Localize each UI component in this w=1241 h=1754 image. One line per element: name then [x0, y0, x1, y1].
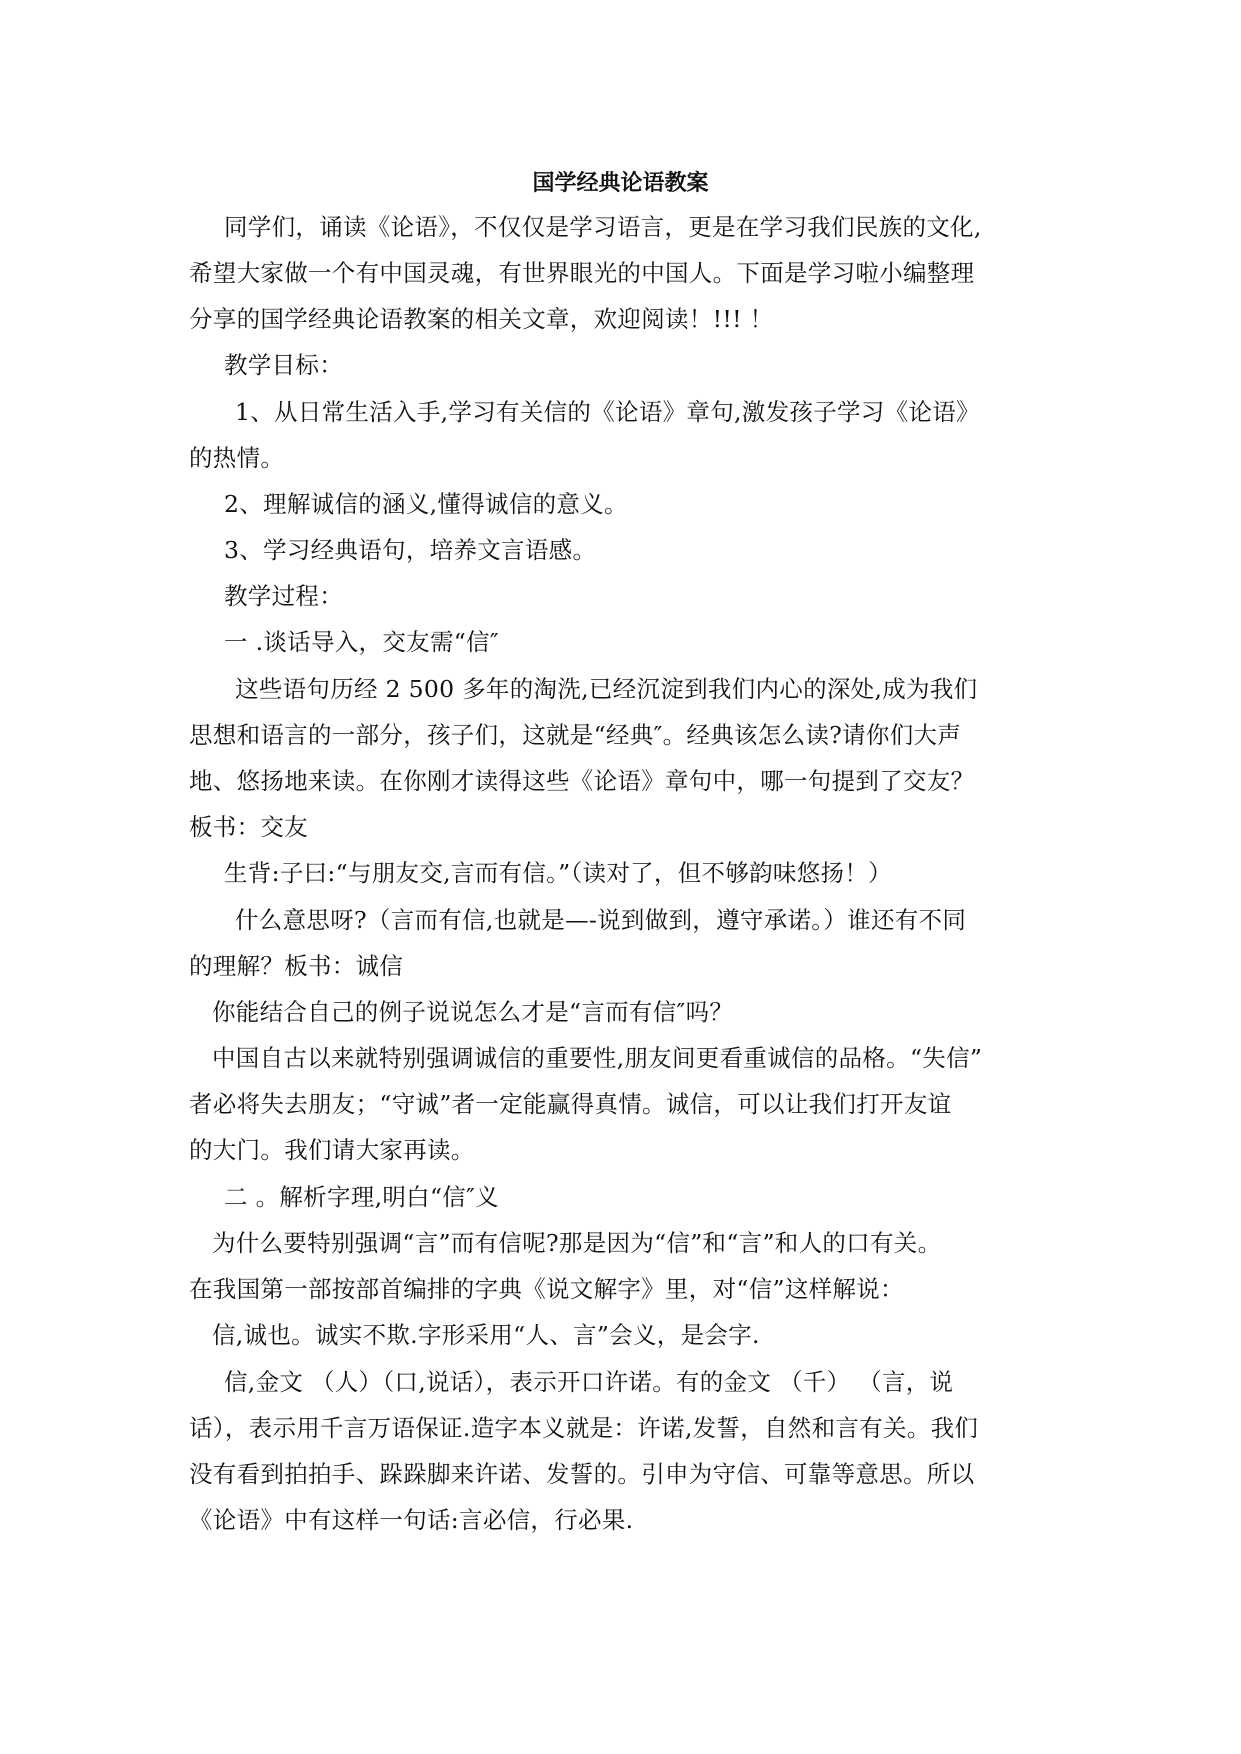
paragraph-line: 生背:子曰:“与朋友交,言而有信。”（读对了，但不够韵味悠扬！）	[224, 859, 892, 887]
paragraph-line: 板书：交友	[189, 813, 308, 841]
paragraph-line: 信,诚也。诚实不欺.字形采用“人、言”会义，是会字.	[212, 1321, 760, 1349]
paragraph-line: 信,金文 （人）（口,说话），表示开口许诺。有的金文 （千） （言，说	[224, 1368, 954, 1396]
paragraph-line: 者必将失去朋友；“守诚”者一定能赢得真情。诚信，可以让我们打开友谊	[189, 1090, 952, 1118]
paragraph-line: 思想和语言的一部分，孩子们，这就是“经典″。经典该怎么读?请你们大声	[189, 721, 962, 749]
list-item: 1、从日常生活入手,学习有关信的《论语》章句,激发孩子学习《论语》	[235, 398, 980, 426]
list-item: 3、学习经典语句，培养文言语感。	[224, 536, 597, 564]
paragraph-line: 为什么要特别强调“言”而有信呢?那是因为“信”和“言”和人的口有关。	[212, 1229, 942, 1257]
paragraph-line: 的理解？板书：诚信	[189, 952, 404, 980]
page-title: 国学经典论语教案	[532, 170, 709, 196]
paragraph-line: 你能结合自己的例子说说怎么才是“言而有信″吗？	[212, 998, 734, 1026]
paragraph-line: 在我国第一部按部首编排的字典《说文解字》里，对“信”这样解说：	[189, 1275, 904, 1303]
paragraph-line: 中国自古以来就特别强调诚信的重要性,朋友间更看重诚信的品格。“失信”	[212, 1044, 983, 1072]
paragraph-line: 同学们，诵读《论语》，不仅仅是学习语言，更是在学习我们民族的文化,	[224, 213, 982, 241]
paragraph-line: 《论语》中有这样一句话:言必信，行必果.	[189, 1506, 634, 1534]
section-heading: 二 。解析字理,明白“信″义	[224, 1183, 499, 1211]
paragraph-line: 分享的国学经典论语教案的相关文章，欢迎阅读！!!! ！	[189, 305, 774, 333]
paragraph-line: 地、悠扬地来读。在你刚才读得这些《论语》章句中，哪一句提到了交友？	[189, 767, 975, 795]
paragraph-line: 的大门。我们请大家再读。	[189, 1136, 475, 1164]
section-heading: 教学过程：	[224, 582, 343, 610]
paragraph-line: 这些语句历经 2 500 多年的淘洗,已经沉淀到我们内心的深处,成为我们	[235, 675, 978, 703]
paragraph-line: 没有看到拍拍手、跺跺脚来许诺、发誓的。引申为守信、可靠等意思。所以	[189, 1460, 975, 1488]
section-heading: 教学目标：	[224, 351, 343, 379]
section-heading: 一 .谈话导入，交友需“信″	[224, 628, 499, 656]
list-item: 的热情。	[189, 444, 285, 472]
list-item: 2、理解诚信的涵义,懂得诚信的意义。	[224, 490, 628, 518]
paragraph-line: 什么意思呀?（言而有信,也就是—-说到做到，遵守承诺。）谁还有不同	[235, 906, 967, 934]
paragraph-line: 话），表示用千言万语保证.造字本义就是：许诺,发誓，自然和言有关。我们	[189, 1414, 979, 1442]
paragraph-line: 希望大家做一个有中国灵魂，有世界眼光的中国人。下面是学习啦小编整理	[189, 259, 975, 287]
